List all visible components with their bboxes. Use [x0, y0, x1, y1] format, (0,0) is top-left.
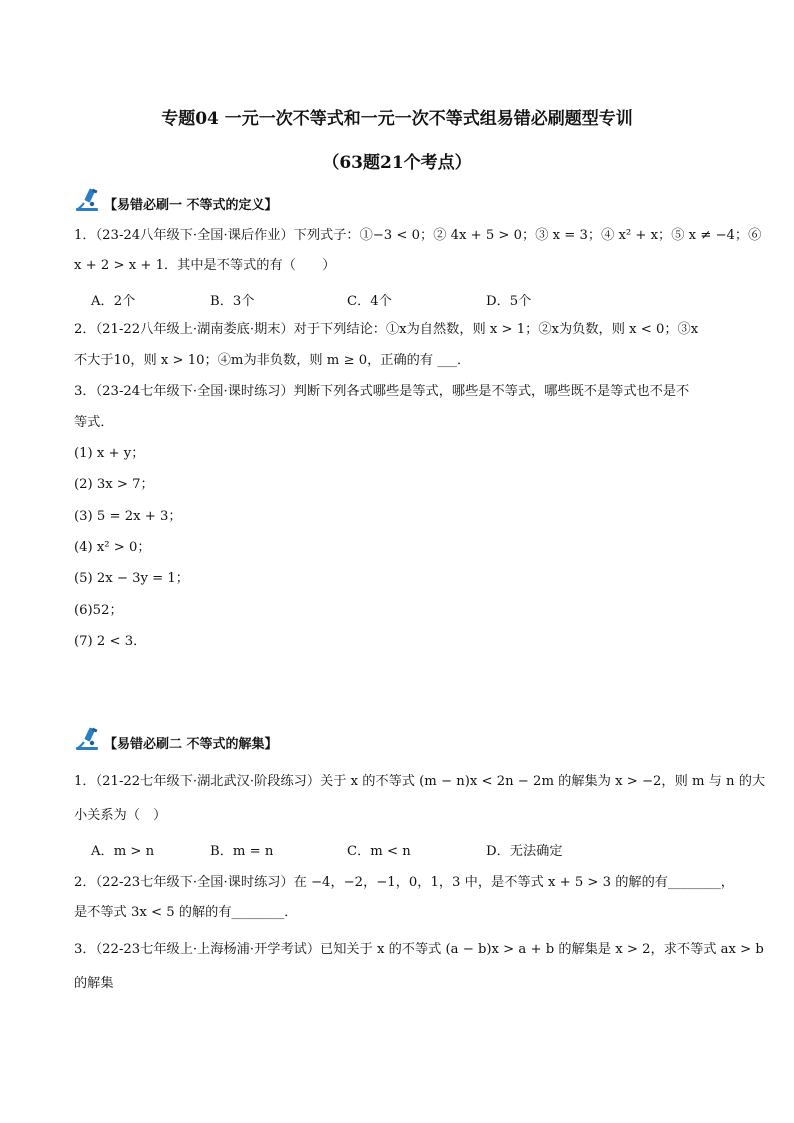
s1-q2-line2: 不大于10，则 x > 10；④m为非负数，则 m ≥ 0，正确的有 ___．: [74, 353, 471, 368]
document-title: 专题04 一元一次不等式和一元一次不等式组易错必刷题型专训: [161, 109, 633, 129]
s2-q1-option-b: B．m = n: [210, 844, 274, 859]
microscope-icon: [74, 726, 102, 752]
microscope-icon: [74, 187, 102, 213]
s1-q3-item-3: (3) 5 = 2x + 3；: [74, 509, 182, 524]
s1-q3-line1: 3．（23-24七年级下·全国·课时练习）判断下列各式哪些是等式，哪些是不等式，哪些既不是等式也不是不: [74, 384, 690, 399]
s1-q1-option-b: B．3个: [210, 294, 255, 309]
s2-q1-option-a: A．m > n: [91, 844, 155, 859]
s2-q2-line1: 2．（22-23七年级下·全国·课时练习）在 −4，−2，−1，0，1，3 中，是不等式 x + 5 > 3 的解的有________，: [74, 875, 734, 890]
s1-q3-item-6: (6)52；: [74, 603, 123, 618]
s2-q1-option-d: D．无法确定: [486, 844, 563, 859]
s1-q3-line2: 等式．: [74, 415, 114, 430]
s1-q3-item-2: (2) 3x > 7；: [74, 477, 154, 492]
s2-q3-line2: 的解集: [74, 976, 114, 991]
s2-q1-line2: 小关系为（ ）: [74, 808, 167, 823]
section-2-label: 【易错必刷二 不等式的解集】: [104, 737, 278, 752]
s2-q1-line1: 1．（21-22七年级下·湖北武汉·阶段练习）关于 x 的不等式 (m − n)x < 2n − 2m 的解集为 x > −2，则 m 与 n 的大: [74, 774, 766, 789]
s1-q3-item-4: (4) x² > 0；: [74, 540, 151, 555]
s1-q1-option-d: D．5个: [486, 294, 532, 309]
s1-q1-line1: 1．（23-24八年级下·全国·课后作业）下列式子：①−3 < 0；② 4x + 5 > 0；③ x = 3；④ x² + x；⑤ x ≠ −4；⑥: [74, 228, 762, 243]
s2-q2-line2: 是不等式 3x < 5 的解的有________．: [74, 905, 298, 920]
s1-q2-line1: 2．（21-22八年级上·湖南娄底·期末）对于下列结论：①x为自然数，则 x > 1；②x为负数，则 x < 0；③x: [74, 322, 699, 337]
section-1-label: 【易错必刷一 不等式的定义】: [104, 198, 278, 213]
s1-q1-option-a: A．2个: [91, 294, 136, 309]
s2-q1-option-c: C．m < n: [347, 844, 411, 859]
s1-q3-item-5: (5) 2x − 3y = 1；: [74, 571, 189, 586]
s2-q3-line1: 3．（22-23七年级上·上海杨浦·开学考试）已知关于 x 的不等式 (a − b)x > a + b 的解集是 x > 2，求不等式 ax > b: [74, 942, 764, 957]
s1-q1-line2: x + 2 > x + 1．其中是不等式的有（ ）: [74, 258, 336, 273]
s1-q3-item-1: (1) x + y；: [74, 446, 145, 461]
s1-q1-option-c: C．4个: [347, 294, 392, 309]
document-subtitle: （63题21个考点）: [322, 153, 472, 173]
s1-q3-item-7: (7) 2 < 3．: [74, 634, 147, 649]
